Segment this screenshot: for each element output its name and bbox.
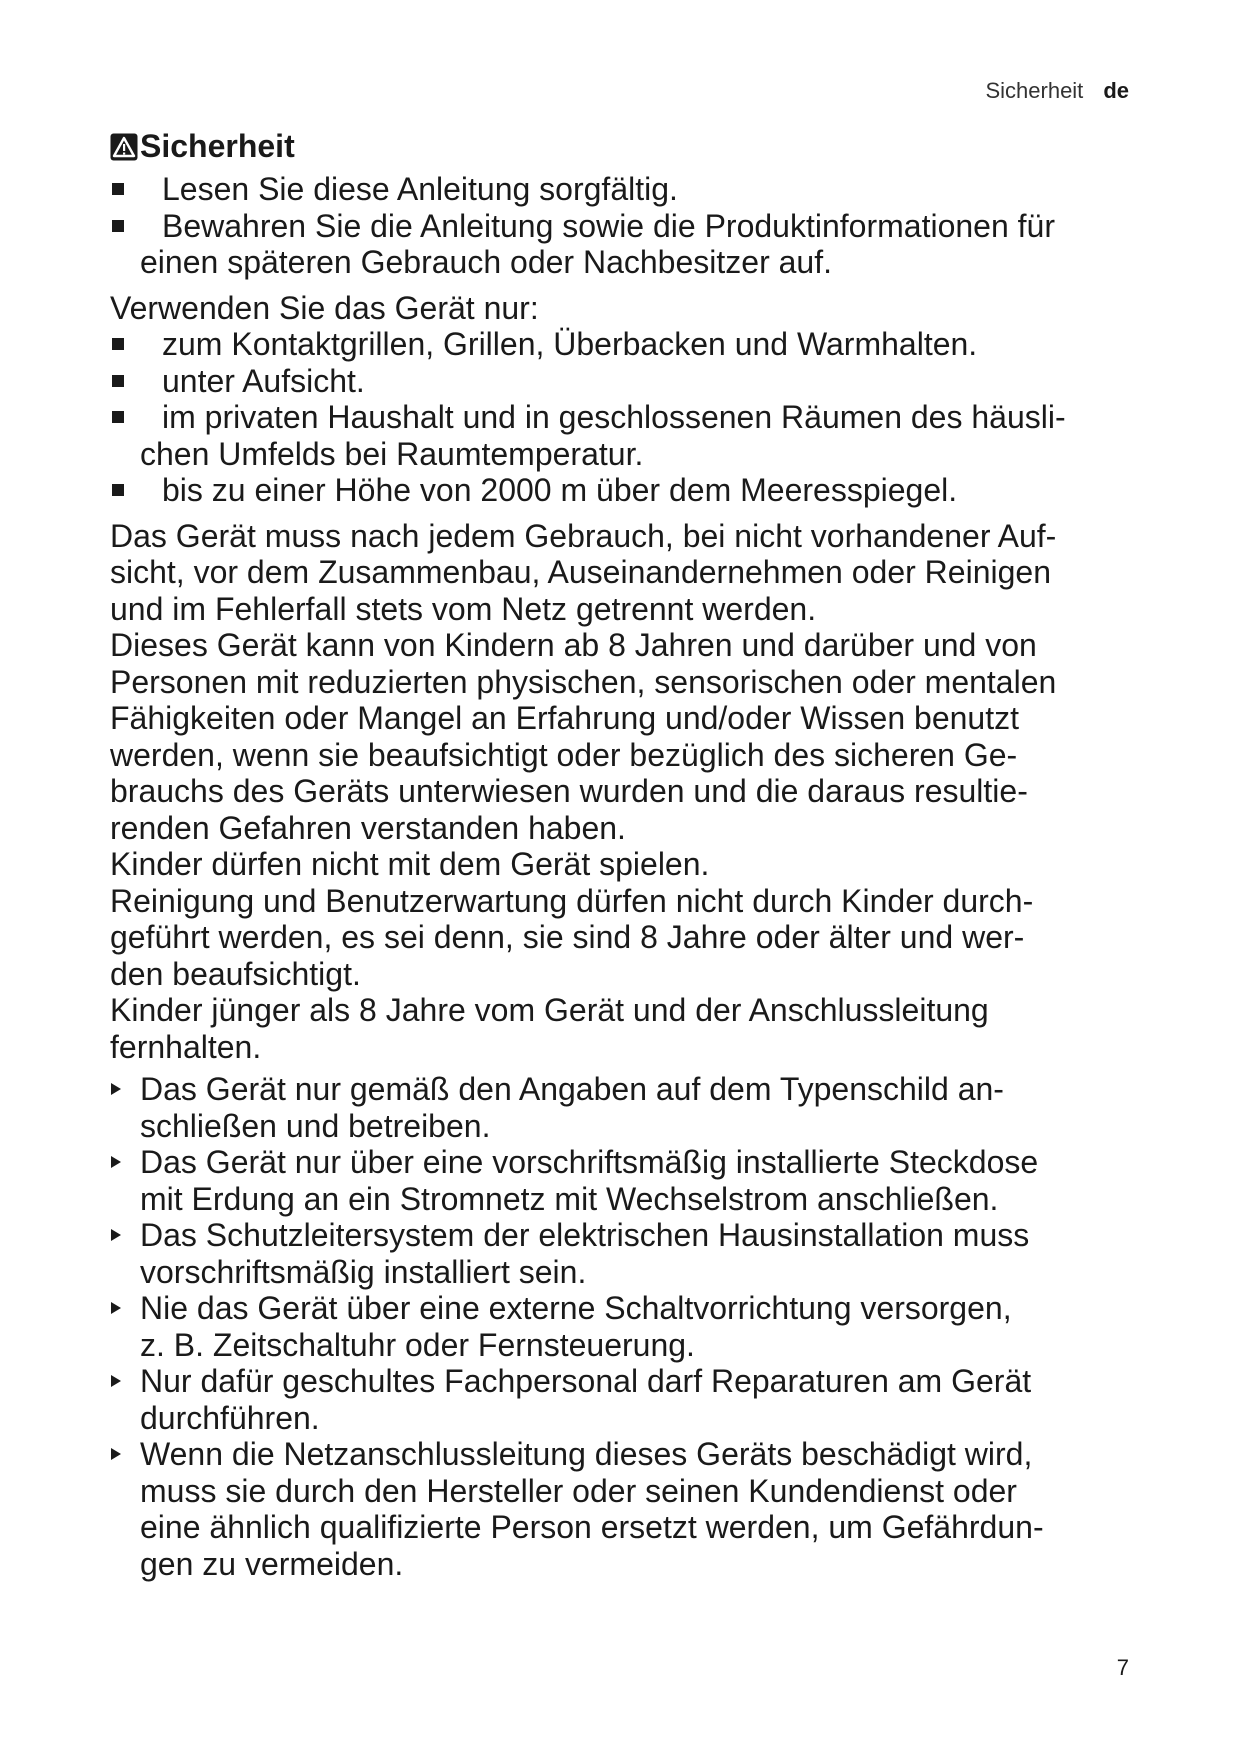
- instruction-item: [110, 1144, 1140, 1217]
- square-bullet-icon: [112, 411, 124, 423]
- list-item-line: einen späteren Gebrauch oder Nachbesitzer auf.: [140, 244, 832, 280]
- instruction-line: Wenn die Netzanschlussleitung dieses Geräts beschädigt wird,: [140, 1436, 1033, 1472]
- paragraph-line: Kinder jünger als 8 Jahre vom Gerät und der Anschlussleitung: [110, 992, 989, 1028]
- running-header: [985, 78, 1129, 104]
- list-item-line: unter Aufsicht.: [162, 362, 365, 399]
- instruction-item: [110, 1217, 1140, 1290]
- safety-section: [110, 125, 1140, 1582]
- intro-list: [110, 171, 1140, 281]
- list-item-line: Lesen Sie diese Anleitung sorgfältig.: [162, 171, 678, 207]
- paragraph-line: Fähigkeiten oder Mangel an Erfahrung und/oder Wissen benutzt: [110, 700, 1019, 736]
- list-item-line: im privaten Haushalt und in geschlossenen Räumen des häusli-: [162, 399, 1066, 435]
- paragraph-line: fernhalten.: [110, 1028, 262, 1065]
- paragraph: [110, 883, 1140, 993]
- list-item: [110, 326, 1140, 363]
- list-item: [110, 208, 1140, 281]
- square-bullet-icon: [112, 183, 124, 195]
- instruction-line: schließen und betreiben.: [140, 1107, 491, 1144]
- list-item: [110, 399, 1140, 472]
- paragraph-line: sicht, vor dem Zusammenbau, Auseinandernehmen oder Reinigen: [110, 554, 1051, 590]
- paragraph-line: den beaufsichtigt.: [110, 955, 361, 992]
- list-item: [110, 171, 1140, 208]
- list-item-line: chen Umfelds bei Raumtemperatur.: [140, 435, 644, 472]
- running-header-language: de: [1103, 78, 1129, 103]
- instruction-item: [110, 1290, 1140, 1363]
- running-header-section: Sicherheit: [985, 78, 1084, 103]
- paragraph: [110, 846, 1140, 883]
- paragraph-line: geführt werden, es sei denn, sie sind 8 Jahre oder älter und wer-: [110, 919, 1025, 955]
- section-heading: [110, 125, 1140, 167]
- list-item: [110, 472, 1140, 509]
- square-bullet-icon: [112, 338, 124, 350]
- square-bullet-icon: [112, 484, 124, 496]
- paragraph: [110, 992, 1140, 1065]
- instruction-item: [110, 1436, 1140, 1582]
- instruction-line: muss sie durch den Hersteller oder seinen Kundendienst oder: [140, 1472, 1017, 1509]
- paragraph-line: werden, wenn sie beaufsichtigt oder bezüglich des sicheren Ge-: [110, 736, 1018, 773]
- instruction-list: [110, 1071, 1140, 1582]
- square-bullet-icon: [112, 220, 124, 232]
- paragraph-line: Dieses Gerät kann von Kindern ab 8 Jahren und darüber und von: [110, 627, 1037, 663]
- square-bullet-icon: [112, 375, 124, 387]
- section-title: Sicherheit: [140, 127, 295, 164]
- instruction-line: mit Erdung an ein Stromnetz mit Wechselstrom anschließen.: [140, 1180, 999, 1217]
- paragraph-line: brauchs des Geräts unterwiesen wurden und die daraus resultie-: [110, 773, 1028, 809]
- instruction-line: Das Gerät nur gemäß den Angaben auf dem Typenschild an-: [140, 1071, 1004, 1107]
- paragraph-line: Personen mit reduzierten physischen, sensorischen oder mentalen: [110, 663, 1057, 700]
- arrow-bullet-icon: [111, 1083, 121, 1095]
- arrow-bullet-icon: [111, 1448, 121, 1460]
- warning-triangle-icon: [110, 132, 138, 160]
- instruction-line: gen zu vermeiden.: [140, 1545, 404, 1582]
- arrow-bullet-icon: [111, 1156, 121, 1168]
- list-item-line: zum Kontaktgrillen, Grillen, Überbacken und Warmhalten.: [162, 326, 978, 362]
- instruction-line: Das Gerät nur über eine vorschriftsmäßig installierte Steckdose: [140, 1144, 1039, 1180]
- instruction-line: eine ähnlich qualifizierte Person ersetzt werden, um Gefährdun-: [140, 1509, 1044, 1545]
- use-intro: Verwenden Sie das Gerät nur:: [110, 289, 539, 326]
- use-list: [110, 326, 1140, 509]
- paragraph-line: und im Fehlerfall stets vom Netz getrennt werden.: [110, 590, 817, 627]
- paragraph-line: renden Gefahren verstanden haben.: [110, 809, 626, 846]
- paragraph-line: Das Gerät muss nach jedem Gebrauch, bei nicht vorhandener Auf-: [110, 517, 1057, 554]
- paragraph-line: Reinigung und Benutzerwartung dürfen nicht durch Kinder durch-: [110, 882, 1034, 919]
- instruction-line: Das Schutzleitersystem der elektrischen Hausinstallation muss: [140, 1217, 1030, 1253]
- instruction-line: z. B. Zeitschaltuhr oder Fernsteuerung.: [140, 1326, 695, 1363]
- page-number: 7: [1116, 1655, 1129, 1680]
- paragraph: [110, 518, 1140, 628]
- list-item-line: bis zu einer Höhe von 2000 m über dem Meeresspiegel.: [162, 472, 958, 508]
- arrow-bullet-icon: [111, 1229, 121, 1241]
- instruction-item: [110, 1071, 1140, 1144]
- instruction-line: Nur dafür geschultes Fachpersonal darf Reparaturen am Gerät: [140, 1363, 1032, 1399]
- arrow-bullet-icon: [111, 1375, 121, 1387]
- instruction-line: vorschriftsmäßig installiert sein.: [140, 1253, 587, 1290]
- instruction-line: durchführen.: [140, 1399, 320, 1436]
- instruction-line: Nie das Gerät über eine externe Schaltvorrichtung versorgen,: [140, 1290, 1012, 1326]
- arrow-bullet-icon: [111, 1302, 121, 1314]
- list-item: [110, 363, 1140, 400]
- instruction-item: [110, 1363, 1140, 1436]
- paragraph-line: Kinder dürfen nicht mit dem Gerät spielen.: [110, 846, 710, 882]
- list-item-line: Bewahren Sie die Anleitung sowie die Produktinformationen für: [162, 207, 1055, 244]
- paragraph: [110, 627, 1140, 846]
